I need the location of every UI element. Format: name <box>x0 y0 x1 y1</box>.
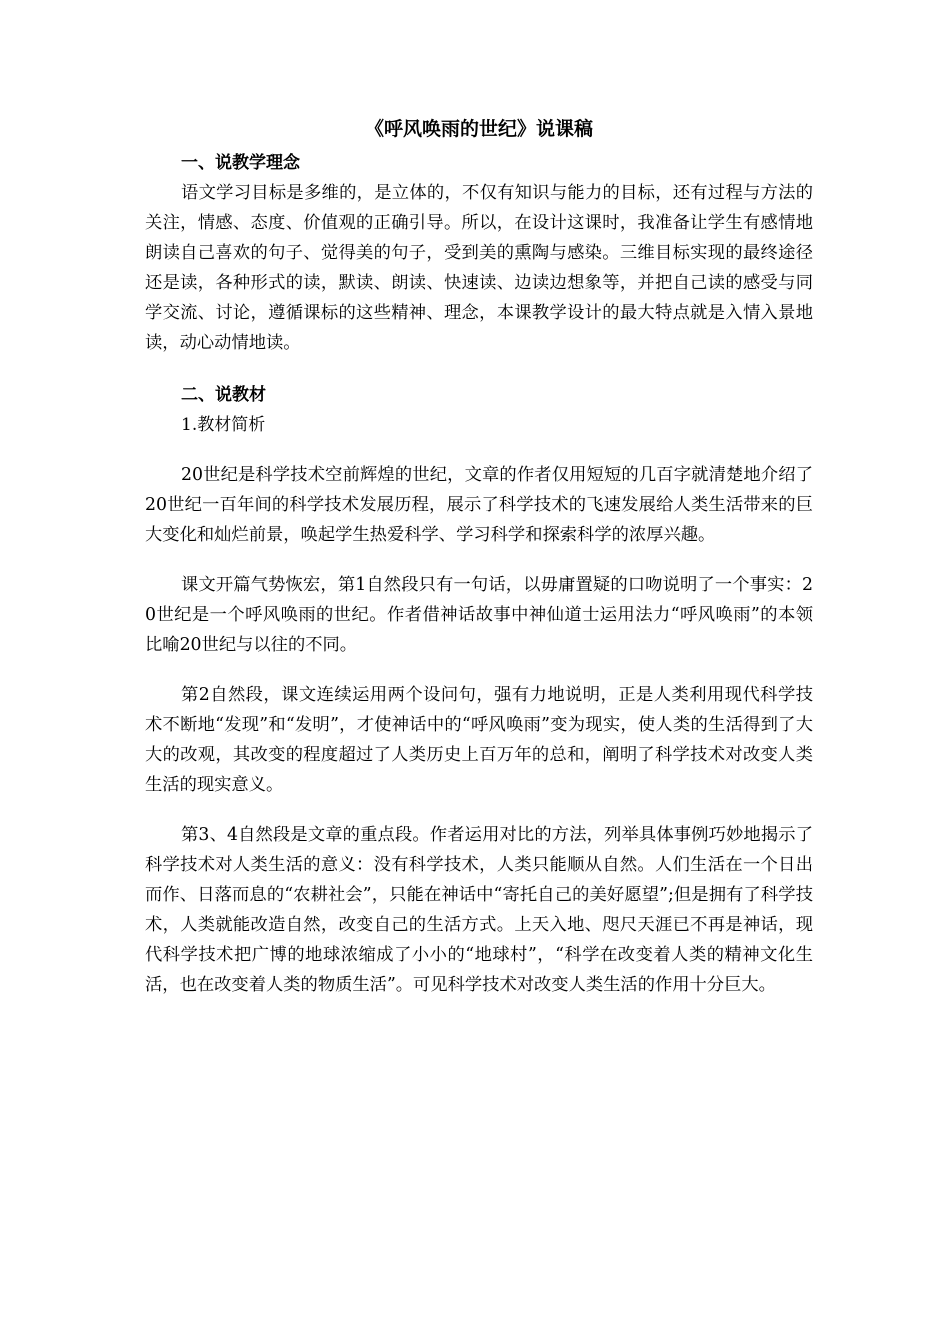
paragraph-textbook-4: 第3、4自然段是文章的重点段。作者运用对比的方法，列举具体事例巧妙地揭示了科学技术对人类生活的意义：没有科学技术，人类只能顺从自然。人们生活在一个日出而作、日落而息的“农耕社会”，只能在神话中“寄托自己的美好愿望”;但是拥有了科学技术，人类就能改造自然，改变自己的生活方式。上天入地、咫尺天涯已不再是神话，现代科学技术把广博的地球浓缩成了小小的“地球村”，“科学在改变着人类的精神文化生活，也在改变着人类的物质生活”。可见科学技术对改变人类生活的作用十分巨大。 <box>145 825 813 995</box>
subheading-textbook-analysis: 1.教材简析 <box>181 415 266 435</box>
section-heading-teaching-philosophy: 一、说教学理念 <box>181 153 300 173</box>
section-gap <box>145 358 813 380</box>
paragraph-teaching-philosophy: 语文学习目标是多维的，是立体的，不仅有知识与能力的目标，还有过程与方法的关注，情感、态度、价值观的正确引导。所以，在设计这课时，我准备让学生有感情地朗读自己喜欢的句子、觉得美的句子，受到美的熏陶与感染。三维目标实现的最终途径还是读，各种形式的读，默读、朗读、快速读、边读边想象等，并把自己读的感受与同学交流、讨论，遵循课标的这些精神、理念，本课教学设计的最大特点就是入情入景地读，动心动情地读。 <box>145 183 813 353</box>
document-page <box>145 114 813 1000</box>
paragraph-gap <box>145 550 813 570</box>
subsection-gap <box>145 440 813 460</box>
paragraph-gap <box>145 660 813 680</box>
paragraph-gap <box>145 800 813 820</box>
section-heading-textbook: 二、说教材 <box>181 385 266 405</box>
paragraph-textbook-1: 20世纪是科学技术空前辉煌的世纪，文章的作者仅用短短的几百字就清楚地介绍了20世纪一百年间的科学技术发展历程，展示了科学技术的飞速发展给人类生活带来的巨大变化和灿烂前景，唤起学生热爱科学、学习科学和探索科学的浓厚兴趣。 <box>145 465 813 545</box>
document-title: 《呼风唤雨的世纪》说课稿 <box>364 118 593 140</box>
paragraph-textbook-2: 课文开篇气势恢宏，第1自然段只有一句话，以毋庸置疑的口吻说明了一个事实：20世纪是一个呼风唤雨的世纪。作者借神话故事中神仙道士运用法力“呼风唤雨”的本领比喻20世纪与以往的不同。 <box>145 575 813 655</box>
paragraph-textbook-3: 第2自然段，课文连续运用两个设问句，强有力地说明，正是人类利用现代科学技术不断地“发现”和“发明”，才使神话中的“呼风唤雨”变为现实，使人类的生活得到了大大的改观，其改变的程度超过了人类历史上百万年的总和，阐明了科学技术对改变人类生活的现实意义。 <box>145 685 813 795</box>
